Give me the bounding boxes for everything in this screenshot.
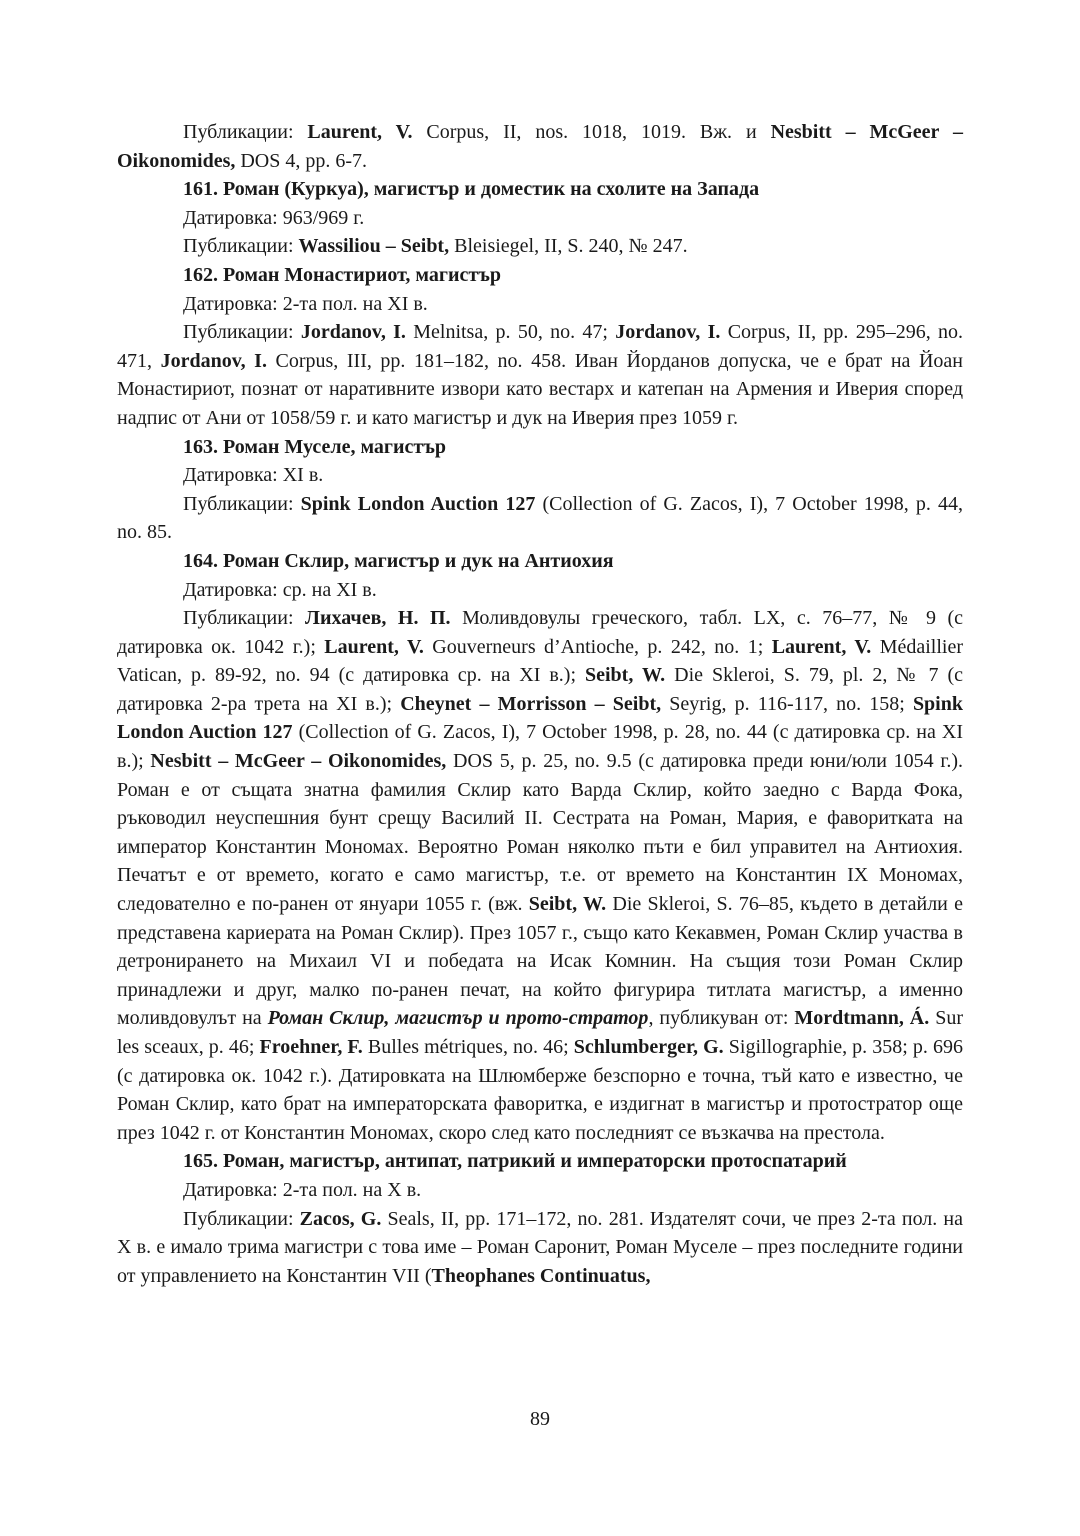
paragraph-publications-164 — [117, 604, 963, 1147]
text-run: DOS 5, p. 25, no. 9.5 (с датировка преди юни/юли 1054 г.). Роман е от същата знатна фамилия Склир като Варда Склир, който заедно с Варда Фока, ръководил неуспешния бунт срещу Василий II. Сестрата на Роман, Мария, е фаворитката на император Константин Мономах. Вероятно Роман няколко пъти е бил управител на Антиохия. Печатът е от времето, когато е само магистър, т.е. от времето на Константин IX Мономах, следователно е по-ранен от януари 1055 г. (вж. — [117, 750, 964, 916]
citation-author: Cheynet – Morrisson – Seibt, — [400, 692, 662, 715]
entry-heading-163 — [117, 433, 963, 462]
dating-161 — [117, 204, 963, 233]
entry-heading-162 — [117, 261, 963, 290]
text-run: Melnitsa, p. 50, no. 47; — [405, 321, 616, 344]
text-run: Публикации: — [183, 121, 308, 143]
text-run: 165. Роман, магистър, антипат, патрикий и императорски протоспатарий — [183, 1150, 847, 1173]
text-run: (Collection of G. Zacos, I), 7 October 1998, p. 44, no. 85. — [117, 492, 964, 544]
citation-author: Zacos, G. — [299, 1207, 382, 1230]
citation-author: Jordanov, I. — [615, 321, 721, 344]
citation-author: Schlumberger, G. — [573, 1036, 724, 1058]
citation-author: Spink London Auction 127 — [117, 692, 963, 744]
text-run: Corpus, III, pp. 181–182, no. 458. Иван Йорданов допуска, че е брат на Йоан Монастириот, познат от наративните извори като вестарх и катепан на Армения и Иверия според надпис от Ани от 1058/59 г. и като магистър и дук на Иверия през 1059 г. — [117, 349, 963, 429]
entry-heading-164 — [117, 547, 963, 576]
dating-163 — [117, 461, 963, 490]
text-run: 164. Роман Склир, магистър и дук на Антиохия — [183, 549, 614, 572]
dating-162 — [117, 290, 963, 319]
citation-author: Seibt, W. — [528, 893, 607, 916]
paragraph-publications-163 — [117, 490, 963, 547]
text-run: Датировка: 2-та пол. на XI в. — [183, 292, 428, 315]
text-run: Датировка: 963/969 г. — [183, 206, 365, 229]
text-run: Médaillier Vatican, p. 89-92, no. 94 (с датировка ср. на XI в.); — [117, 635, 963, 687]
paragraph-publications-165 — [117, 1205, 963, 1291]
citation-author: Роман Склир, магистър и прото-стратор — [267, 1007, 649, 1030]
text-run: Corpus, II, nos. 1018, 1019. Вж. и — [412, 121, 771, 143]
citation-author: Theophanes Continuatus, — [431, 1264, 651, 1287]
citation-author: Jordanov, I. — [300, 321, 406, 344]
text-run: 162. Роман Монастириот, магистър — [183, 263, 501, 286]
dating-164 — [117, 576, 963, 605]
text-run: Bulles métriques, no. 46; — [362, 1036, 574, 1058]
dating-165 — [117, 1176, 963, 1205]
text-run: Gouverneurs d’Antioche, p. 242, no. 1; — [423, 635, 772, 658]
citation-author: Spink London Auction 127 — [300, 492, 536, 515]
citation-author: Laurent, V. — [771, 635, 872, 658]
text-run: Seyrig, p. 116-117, no. 158; — [661, 692, 913, 715]
text-run: Публикации: — [183, 492, 301, 515]
citation-author: Froehner, F. — [259, 1036, 363, 1058]
text-run: Sur les sceaux, p. 46; — [117, 1007, 963, 1058]
text-run: Датировка: ср. на XI в. — [183, 578, 377, 601]
text-run: Датировка: 2-та пол. на X в. — [183, 1178, 422, 1201]
citation-author: Laurent, V. — [307, 121, 413, 143]
citation-author: Лихачев, Н. П. — [305, 607, 451, 630]
text-run: Die Skleroi, S. 76–85, където в детайли е представена кариерата на Роман Склир). През 1057 г., също като Кекавмен, Роман Склир участва в детронирането на Михаил VI и победата на Исак Комнин. На същия този Роман Склир принадлежи и друг, малко по-ранен печат, на който фигурира титлата магистър, а именно моливдовулът на — [117, 893, 963, 1030]
text-run: Seals, II, pp. 171–172, no. 281. Издателят сочи, че през 2-та пол. на X в. е имало трима магистри с това име – Роман Саронит, Роман Муселе – през последните години от управлението на Константин VII ( — [117, 1207, 963, 1287]
citation-author: Laurent, V. — [324, 635, 424, 658]
text-run: Публикации: — [183, 321, 301, 344]
text-run: Публикации: — [183, 1207, 300, 1230]
text-run: Bleisiegel, II, S. 240, № 247. — [449, 235, 688, 258]
citation-author: Nesbitt – McGeer – Oikonomides, — [117, 121, 963, 172]
paragraph-publications-160 — [117, 118, 963, 175]
text-run: 163. Роман Муселе, магистър — [183, 435, 447, 458]
text-run: Публикации: — [183, 235, 299, 258]
text-run: Sigillographie, p. 358; p. 696 (с датировка ок. 1042 г.). Датировката на Шлюмберже безспорно е точна, тъй като е известно, че Роман Склир, като брат на императорската фаворитка, е издигнат в магистър и протостратор още през 1042 г. от Константин Мономах, скоро след като последният се възкачва на престола. — [117, 1036, 963, 1144]
paragraph-publications-161 — [117, 232, 963, 261]
text-run: DOS 4, pp. 6-7. — [235, 149, 368, 172]
citation-author: Seibt, W. — [585, 664, 666, 687]
citation-author: Wassiliou – Seibt, — [298, 235, 450, 258]
citation-author: Jordanov, I. — [160, 349, 267, 372]
text-run: (Collection of G. Zacos, I), 7 October 1998, p. 28, no. 44 (с датировка ср. на XI в.); — [117, 721, 964, 773]
text-run: Публикации: — [183, 607, 306, 630]
text-run: Моливдовулы греческого, табл. LX, с. 76–77, № 9 (с датировка ок. 1042 г.); — [117, 607, 964, 658]
paragraph-publications-162 — [117, 318, 963, 432]
citation-author: Nesbitt – McGeer – Oikonomides, — [150, 750, 447, 773]
text-run: Corpus, II, pp. 295–296, no. 471, — [117, 321, 964, 372]
text-run: 161. Роман (Куркуа), магистър и доместик на схолите на Запада — [183, 178, 760, 201]
text-run: , публикуван от: — [648, 1007, 795, 1030]
page-body — [117, 118, 963, 1290]
text-run: Датировка: XI в. — [183, 464, 324, 487]
citation-author: Mordtmann, Á. — [794, 1007, 930, 1030]
entry-heading-161 — [117, 175, 963, 204]
text-run: Die Skleroi, S. 79, pl. 2, № 7 (с датировка 2-ра трета на XI в.); — [117, 664, 963, 715]
page-number: 89 — [530, 1408, 550, 1430]
entry-heading-165 — [117, 1147, 963, 1176]
